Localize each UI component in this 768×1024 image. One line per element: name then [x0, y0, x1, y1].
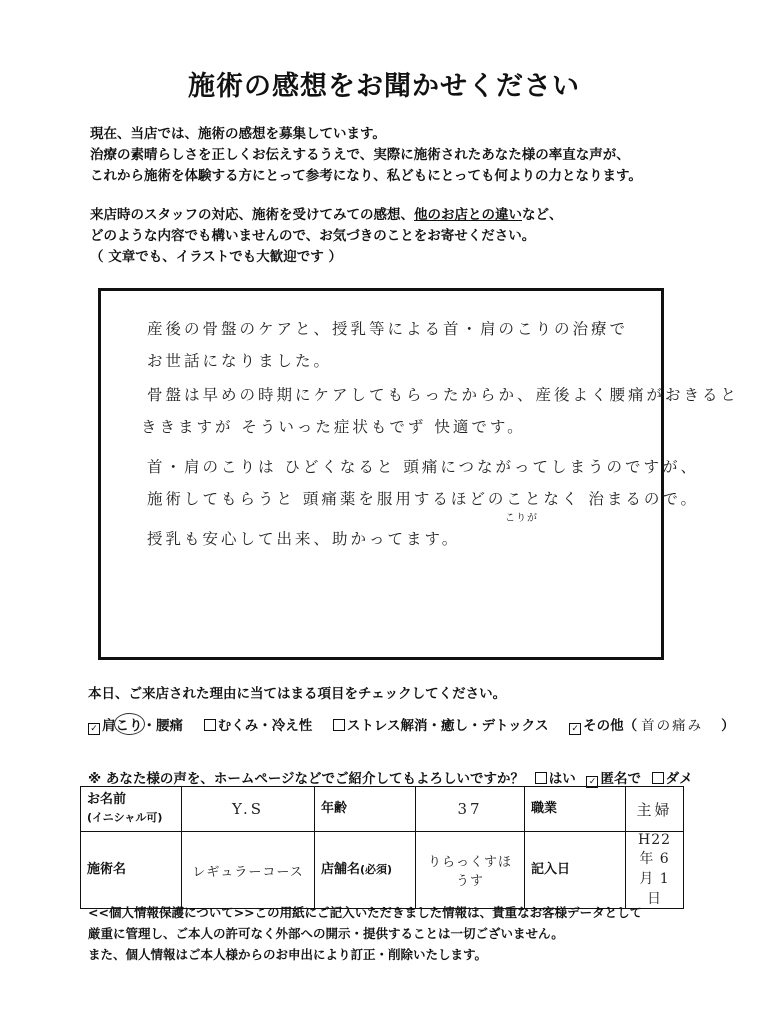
job-value[interactable]: 主婦	[626, 787, 684, 832]
intro-paragraph-2	[90, 205, 710, 268]
other-handwritten-text: 首の痛み	[641, 718, 704, 734]
option-label: はい	[548, 771, 576, 787]
age-value[interactable]: 37	[416, 787, 525, 832]
checkbox-checked[interactable]: ✓	[586, 776, 598, 788]
handwritten-line: 骨盤は早めの時期にケアしてもらったからか、産後よく腰痛がおきると	[147, 386, 740, 404]
option-label: 肩	[102, 718, 116, 734]
store-sub-label: (必須)	[360, 863, 393, 876]
job-label: 職業	[525, 787, 626, 832]
checkbox[interactable]	[535, 772, 547, 784]
handwritten-line: 施術してもらうと 頭痛薬を服用するほどのことなく 治まるので。	[147, 490, 700, 508]
option-label: ストレス解消・癒し・デトックス	[346, 718, 549, 734]
option-label: ・腰痛	[142, 718, 183, 734]
checkbox-option-shoulder[interactable]	[88, 713, 183, 735]
checkbox[interactable]	[333, 719, 345, 731]
option-label: ダメ	[665, 771, 693, 787]
name-label-text: お名前	[87, 792, 127, 807]
checkbox-option-swelling[interactable]	[204, 714, 313, 734]
permission-option-no[interactable]	[646, 771, 693, 787]
intro-line	[90, 205, 710, 226]
option-label: 匿名で	[600, 771, 641, 787]
course-label: 施術名	[81, 832, 182, 909]
privacy-line: <<個人情報保護について>>この用紙にご記入いただきました情報は、貴重なお客様データとして	[88, 905, 643, 920]
checkbox[interactable]	[204, 719, 216, 731]
checkbox-checked[interactable]: ✓	[88, 723, 100, 735]
customer-info-table	[80, 786, 684, 909]
permission-option-anonymous[interactable]	[580, 771, 641, 787]
course-value[interactable]: レギュラーコース	[182, 832, 315, 909]
permission-option-yes[interactable]	[529, 771, 576, 787]
handwritten-line: 授乳も安心して出来、助かってます。	[147, 530, 461, 548]
store-label-text: 店舗名	[321, 862, 361, 877]
intro-line: 治療の素晴らしさを正しくお伝えするうえで、実際に施術されたあなた様の率直な声が、	[90, 147, 630, 163]
option-label: ）	[721, 718, 735, 734]
handwritten-line: お世話になりました。	[147, 352, 333, 370]
checkbox-option-stress[interactable]	[333, 714, 549, 734]
name-label	[81, 787, 182, 832]
age-label: 年齢	[315, 787, 416, 832]
checkbox-checked[interactable]: ✓	[569, 723, 581, 735]
permission-question: ※ あなた様の声を、ホームページなどでご紹介してもよろしいですか？	[88, 771, 525, 787]
option-label: むくみ・冷え性	[217, 718, 313, 734]
name-value[interactable]: Y.S	[182, 787, 315, 832]
privacy-notice	[88, 902, 642, 965]
reason-checklist	[88, 713, 751, 735]
intro-line: （ 文章でも、イラストでも大歓迎です ）	[90, 249, 342, 265]
intro-underlined-text: 他のお店との違い	[414, 207, 522, 223]
option-label: その他（	[583, 718, 638, 734]
handwritten-line: 首・肩のこりは ひどくなると 頭痛につながってしまうのですが、	[147, 458, 700, 476]
date-label: 記入日	[525, 832, 626, 909]
checkbox[interactable]	[652, 772, 664, 784]
date-value[interactable]: H22 年 6 月 1 日	[626, 832, 684, 909]
page-title: 施術の感想をお聞かせください	[188, 71, 580, 102]
handwritten-line: 産後の骨盤のケアと、授乳等による首・肩のこりの治療で	[147, 320, 629, 338]
store-value[interactable]: りらっくすほうす	[416, 832, 525, 909]
intro-line: これから施術を体験する方にとって参考になり、私どもにとっても何よりの力となります。	[90, 168, 642, 184]
circled-text: こり	[114, 713, 145, 735]
privacy-line: 厳重に管理し、ご本人の許可なく外部への開示・提供することは一切ございません。	[88, 926, 564, 941]
reason-question: 本日、ご来店された理由に当てはまる項目をチェックしてください。	[88, 686, 507, 702]
permission-question-row	[88, 767, 693, 788]
privacy-line: また、個人情報はご本人様からのお申出により訂正・削除いたします。	[88, 947, 488, 962]
comment-box[interactable]	[98, 288, 740, 660]
store-label	[315, 832, 416, 909]
handwritten-insertion: こりが	[505, 513, 538, 524]
intro-line: 現在、当店では、施術の感想を募集しています。	[90, 126, 386, 142]
checkbox-option-other[interactable]	[569, 714, 735, 735]
intro-paragraph-1	[90, 124, 710, 187]
name-sub-label: (イニシャル可)	[87, 811, 163, 824]
intro-text: 来店時のスタッフの対応、施術を受けてみての感想、	[90, 207, 414, 223]
handwritten-line: ききますが そういった症状もでず 快適です。	[141, 418, 526, 436]
intro-line: どのような内容でも構いませんので、お気づきのことをお寄せください。	[90, 228, 536, 244]
intro-text: など、	[522, 207, 563, 223]
